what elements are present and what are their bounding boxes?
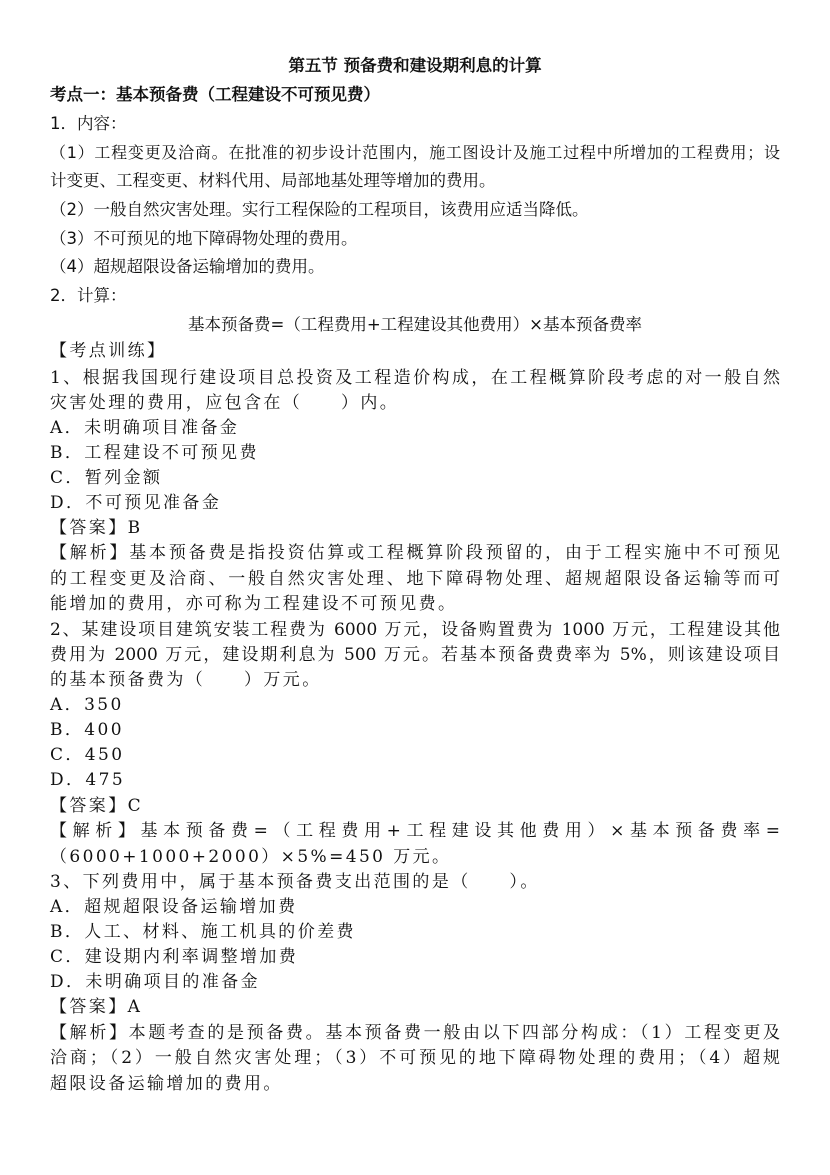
content-item-1-line-1: （1）工程变更及洽商。在批准的初步设计范围内，施工图设计及施工过程中所增加的工程费用；设: [50, 143, 780, 162]
q1-stem-line-1: 1、根据我国现行建设项目总投资及工程造价构成，在工程概算阶段考虑的对一般自然: [50, 368, 780, 388]
content-item-3: （3）不可预见的地下障碍物处理的费用。: [50, 229, 358, 248]
q1-answer: 【答案】B: [50, 518, 143, 538]
q2-option-a: A．350: [50, 695, 124, 715]
q3-analysis-line-2: 洽商；（2）一般自然灾害处理；（3）不可预见的地下障碍物处理的费用；（4）超规: [50, 1048, 780, 1068]
q3-option-d: D．未明确项目的准备金: [50, 972, 261, 992]
q1-analysis-line-2: 的工程变更及洽商、一般自然灾害处理、地下障碍物处理、超规超限设备运输等而可: [50, 569, 780, 589]
q2-option-d: D．475: [50, 770, 126, 790]
content-item-2: （2）一般自然灾害处理。实行工程保险的工程项目，该费用应适当降低。: [50, 200, 589, 219]
content-item-4: （4）超规超限设备运输增加的费用。: [50, 257, 325, 276]
q1-analysis-line-3: 能增加的费用，亦可称为工程建设不可预见费。: [50, 594, 458, 614]
calculation-formula: 基本预备费=（工程费用+工程建设其他费用）×基本预备费率: [188, 315, 642, 334]
q3-option-a: A．超规超限设备运输增加费: [50, 897, 298, 917]
q2-stem-line-1: 2、某建设项目建筑安装工程费为 6000 万元，设备购置费为 1000 万元，工程建设其他: [50, 620, 780, 640]
q2-analysis-line-2: （6000+1000+2000）×5%=450 万元。: [50, 847, 452, 867]
q2-stem-line-3: 的基本预备费为（ ）万元。: [50, 670, 322, 690]
q3-answer: 【答案】A: [50, 997, 143, 1017]
calculation-heading: 2．计算：: [50, 286, 127, 305]
q3-option-c: C．建设期内利率调整增加费: [50, 947, 299, 967]
q3-option-b: B．人工、材料、施工机具的价差费: [50, 922, 356, 942]
training-heading: 【考点训练】: [50, 341, 167, 361]
q2-answer: 【答案】C: [50, 796, 144, 816]
section-heading: 考点一：基本预备费（工程建设不可预见费）: [50, 85, 380, 104]
content-heading: 1．内容：: [50, 114, 127, 133]
q3-analysis-line-3: 超限设备运输增加的费用。: [50, 1074, 283, 1094]
q1-analysis-line-1: 【解析】基本预备费是指投资估算或工程概算阶段预留的，由于工程实施中不可预见: [50, 543, 780, 563]
content-item-1-line-2: 计变更、工程变更、材料代用、局部地基处理等增加的费用。: [50, 171, 496, 190]
q2-option-c: C．450: [50, 745, 125, 765]
q1-option-c: C．暂列金额: [50, 468, 163, 488]
q2-stem-line-2: 费用为 2000 万元，建设期利息为 500 万元。若基本预备费费率为 5%，则该建设项目: [50, 645, 780, 665]
q1-option-a: A．未明确项目准备金: [50, 418, 240, 438]
q2-analysis-line-1: 【解析】基本预备费=（工程费用+工程建设其他费用）×基本预备费率=: [50, 821, 780, 841]
q3-stem-line-1: 3、下列费用中，属于基本预备费支出范围的是（ ）。: [50, 872, 540, 892]
q1-option-b: B．工程建设不可预见费: [50, 443, 259, 463]
q1-option-d: D．不可预见准备金: [50, 493, 222, 513]
q1-stem-line-2: 灾害处理的费用，应包含在（ ）内。: [50, 393, 400, 413]
q3-analysis-line-1: 【解析】本题考查的是预备费。基本预备费一般由以下四部分构成：（1）工程变更及: [50, 1023, 780, 1043]
q2-option-b: B．400: [50, 720, 124, 740]
page-title: 第五节 预备费和建设期利息的计算: [288, 56, 542, 75]
